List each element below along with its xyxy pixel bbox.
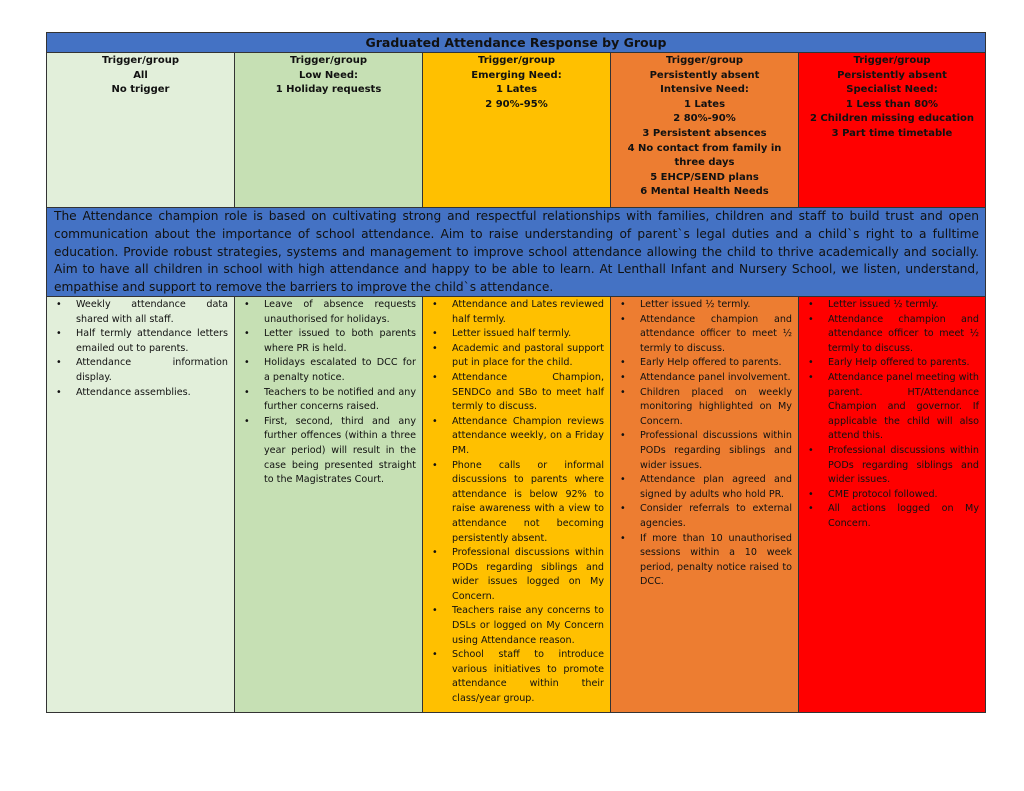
trigger-cell-all bbox=[47, 53, 235, 208]
actions-row bbox=[47, 297, 986, 713]
action-item: • Letter issued ½ termly. bbox=[803, 298, 979, 313]
table-title: Graduated Attendance Response by Group bbox=[47, 33, 986, 53]
action-item: • Teachers raise any concerns to DSLs or logged on My Concern using Attendance reason. bbox=[427, 604, 604, 648]
action-item: • Professional discussions within PODs regarding siblings and wider issues logged on My Concern. bbox=[427, 546, 604, 604]
trigger-line: 3 Part time timetable bbox=[831, 127, 953, 139]
action-item: • Weekly attendance data shared with all staff. bbox=[51, 298, 228, 327]
trigger-line: 2 Children missing education bbox=[809, 113, 975, 125]
action-item: • Attendance and Lates reviewed half termly. bbox=[427, 298, 604, 327]
trigger-line: Trigger/group bbox=[477, 55, 555, 66]
action-item: • Attendance Champion reviews attendance weekly, on a Friday PM. bbox=[427, 415, 604, 459]
trigger-line: Low Need: bbox=[298, 69, 359, 81]
actions-cell-low-need bbox=[235, 297, 423, 713]
actions-cell-specialist-need bbox=[799, 297, 986, 713]
trigger-line: 1 Less than 80% bbox=[845, 98, 939, 110]
action-item: • Professional discussions within PODs regarding siblings and wider issues. bbox=[615, 429, 792, 473]
action-item: • Half termly attendance letters emailed out to parents. bbox=[51, 327, 228, 356]
trigger-line: 1 Lates bbox=[495, 84, 538, 96]
trigger-line: 1 Lates bbox=[683, 98, 726, 110]
trigger-line: All bbox=[133, 69, 148, 81]
action-item: • Professional discussions within PODs regarding siblings and wider issues. bbox=[803, 444, 979, 488]
trigger-line: 2 80%-90% bbox=[673, 113, 736, 125]
attendance-champion-intro: The Attendance champion role is based on cultivating strong and respectful relationships with families, children and staff to build trust and open communication about the importance of school attendance. Aim to raise understanding of parent`s legal duties and a child`s right to a fulltime education. Provide robust strategies, systems and management to improve school attendance allowing the child to thrive academically and socially. Aim to have all children in school with high attendance and happy to be able to learn. At Lenthall Infant and Nursery School, we listen, understand, empathise and support to remove the barriers to improve the child`s attendance. bbox=[47, 208, 986, 297]
actions-cell-emerging-need bbox=[423, 297, 611, 713]
action-item: • Attendance panel meeting with parent. HT/Attendance Champion and governor. If applicable the child will also attend this. bbox=[803, 371, 979, 444]
action-item: • Attendance assemblies. bbox=[51, 386, 228, 401]
action-item: • Attendance plan agreed and signed by adults who hold PR. bbox=[615, 473, 792, 502]
action-item: • Letter issued half termly. bbox=[427, 327, 604, 342]
action-item: • Early Help offered to parents. bbox=[803, 356, 979, 371]
trigger-line: No trigger bbox=[111, 84, 170, 96]
trigger-line: 6 Mental Health Needs bbox=[640, 186, 769, 198]
action-item: • Holidays escalated to DCC for a penalty notice. bbox=[239, 356, 416, 385]
action-item: • Consider referrals to external agencies. bbox=[615, 502, 792, 531]
trigger-line: Persistently absent bbox=[837, 69, 947, 81]
action-item: • Letter issued ½ termly. bbox=[615, 298, 792, 313]
action-item: • Attendance champion and attendance officer to meet ½ termly to discuss. bbox=[803, 313, 979, 357]
actions-list bbox=[427, 298, 604, 707]
trigger-line: Persistently absent bbox=[649, 69, 760, 81]
actions-list bbox=[51, 298, 228, 400]
trigger-line: Trigger/group bbox=[101, 55, 179, 66]
action-item: • All actions logged on My Concern. bbox=[803, 502, 979, 531]
actions-list bbox=[803, 298, 979, 532]
trigger-line: Emerging Need: bbox=[471, 69, 562, 81]
action-item: • Academic and pastoral support put in place for the child. bbox=[427, 342, 604, 371]
attendance-table bbox=[46, 32, 986, 713]
trigger-line: Specialist Need: bbox=[846, 84, 938, 96]
action-item: • Attendance information display. bbox=[51, 356, 228, 385]
trigger-line: 4 No contact from family in three days bbox=[627, 142, 782, 169]
action-item: • Leave of absence requests unauthorised for holidays. bbox=[239, 298, 416, 327]
actions-cell-intensive-need bbox=[611, 297, 799, 713]
actions-cell-all bbox=[47, 297, 235, 713]
trigger-header-row bbox=[47, 53, 986, 208]
action-item: • Children placed on weekly monitoring highlighted on My Concern. bbox=[615, 386, 792, 430]
trigger-line: Trigger/group bbox=[289, 55, 367, 66]
action-item: • Phone calls or informal discussions to parents where attendance is below 92% to raise awareness with a view to attendance not becoming persistently absent. bbox=[427, 459, 604, 547]
trigger-cell-low-need bbox=[235, 53, 423, 208]
action-item: • If more than 10 unauthorised sessions within a 10 week period, penalty notice raised to DCC. bbox=[615, 532, 792, 590]
trigger-line: 2 90%-95% bbox=[485, 98, 548, 110]
actions-list bbox=[239, 298, 416, 488]
trigger-cell-intensive-need bbox=[611, 53, 799, 208]
action-item: • Attendance panel involvement. bbox=[615, 371, 792, 386]
actions-list bbox=[615, 298, 792, 590]
action-item: • School staff to introduce various initiatives to promote attendance within their class/year group. bbox=[427, 648, 604, 706]
trigger-line: 3 Persistent absences bbox=[642, 127, 767, 139]
action-item: • Letter issued to both parents where PR is held. bbox=[239, 327, 416, 356]
action-item: • Early Help offered to parents. bbox=[615, 356, 792, 371]
action-item: • First, second, third and any further offences (within a three year period) will result in the case being presented straight to the Magistrates Court. bbox=[239, 415, 416, 488]
trigger-line: 5 EHCP/SEND plans bbox=[650, 171, 759, 183]
action-item: • Teachers to be notified and any further concerns raised. bbox=[239, 386, 416, 415]
action-item: • CME protocol followed. bbox=[803, 488, 979, 503]
trigger-line: Trigger/group bbox=[853, 55, 931, 66]
trigger-line: 1 Holiday requests bbox=[275, 84, 382, 96]
trigger-line: Trigger/group bbox=[665, 55, 743, 66]
trigger-cell-emerging-need bbox=[423, 53, 611, 208]
action-item: • Attendance champion and attendance officer to meet ½ termly to discuss. bbox=[615, 313, 792, 357]
trigger-cell-specialist-need bbox=[799, 53, 986, 208]
action-item: • Attendance Champion, SENDCo and SBo to meet half termly to discuss. bbox=[427, 371, 604, 415]
trigger-line: Intensive Need: bbox=[660, 84, 749, 96]
